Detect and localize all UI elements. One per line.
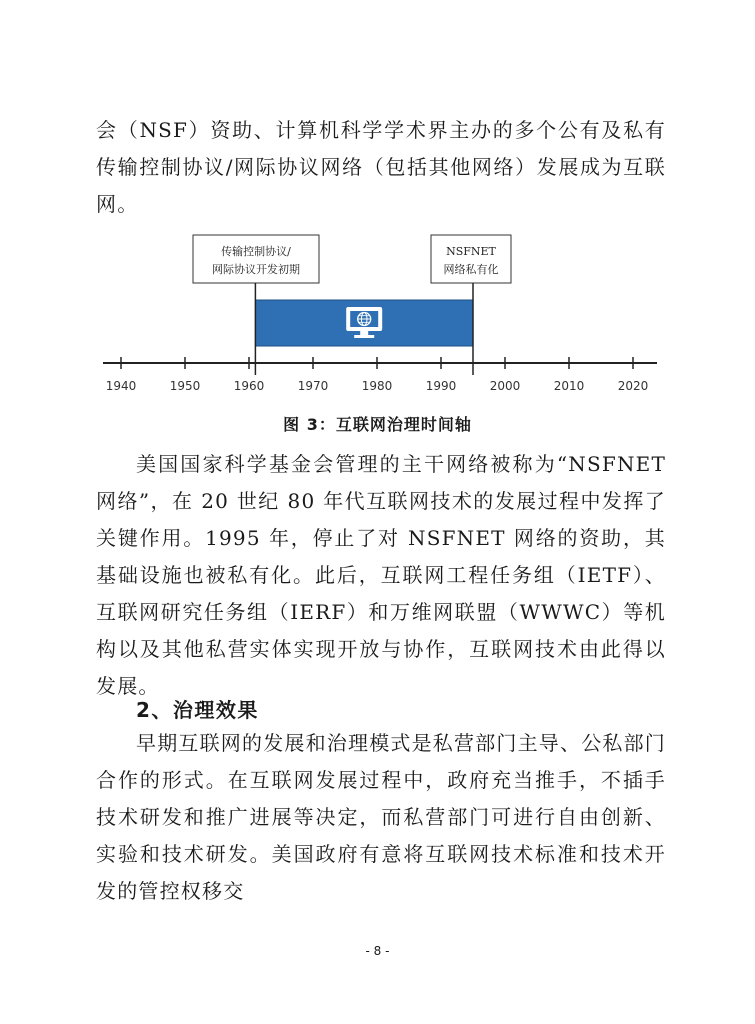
paragraph-governance: 早期互联网的发展和治理模式是私营部门主导、公私部门合作的形式。在互联网发展过程中，政府充当推手，不插手技术研发和推广进展等决定，而私营部门可进行自由创新、实验和技术研发。美国政府有意将互联网技术标准和技术开发的管控权移交 (96, 731, 666, 903)
axis-tick-label-2010: 2010 (553, 379, 585, 393)
paragraph-nsfnet: 美国国家科学基金会管理的主干网络被称为“NSFNET 网络”，在 20 世纪 80 年代互联网技术的发展过程中发挥了关键作用。1995 年，停止了对 NSFNET 网络的资助，其基础设施也被私有化。此后，互联网工程任务组（IETF）、互联网研究任务组（IERF）和万维网联盟（WWWC）等机构以及其他私营实体实现开放与协作，互联网技术由此得以发展。 (96, 452, 666, 698)
axis-tick-label-1940: 1940 (105, 379, 137, 393)
page-number: - 8 - (365, 944, 390, 958)
callout-left-line-2: 网际协议开发初期 (212, 263, 300, 276)
axis-tick-label-2020: 2020 (617, 379, 649, 393)
callout-right-line-2: 网络私有化 (443, 263, 499, 276)
section-heading: 2、治理效果 (136, 698, 259, 722)
figure-caption: 图 3：互联网治理时间轴 (283, 415, 472, 434)
paragraph-intro: 会（NSF）资助、计算机科学学术界主办的多个公有及私有传输控制协议/网际协议网络（包括其他网络）发展成为互联网。 (96, 118, 666, 216)
callout-left-line-1: 传输控制协议/ (221, 245, 291, 258)
axis-tick-label-1960: 1960 (233, 379, 265, 393)
axis-tick-label-1980: 1980 (361, 379, 393, 393)
axis-tick-label-2000: 2000 (489, 379, 521, 393)
callout-right-line-1: NSFNET (446, 245, 496, 258)
axis-tick-label-1990: 1990 (425, 379, 457, 393)
axis-tick-label-1950: 1950 (169, 379, 201, 393)
timeline-figure (95, 230, 665, 405)
axis-tick-label-1970: 1970 (297, 379, 329, 393)
